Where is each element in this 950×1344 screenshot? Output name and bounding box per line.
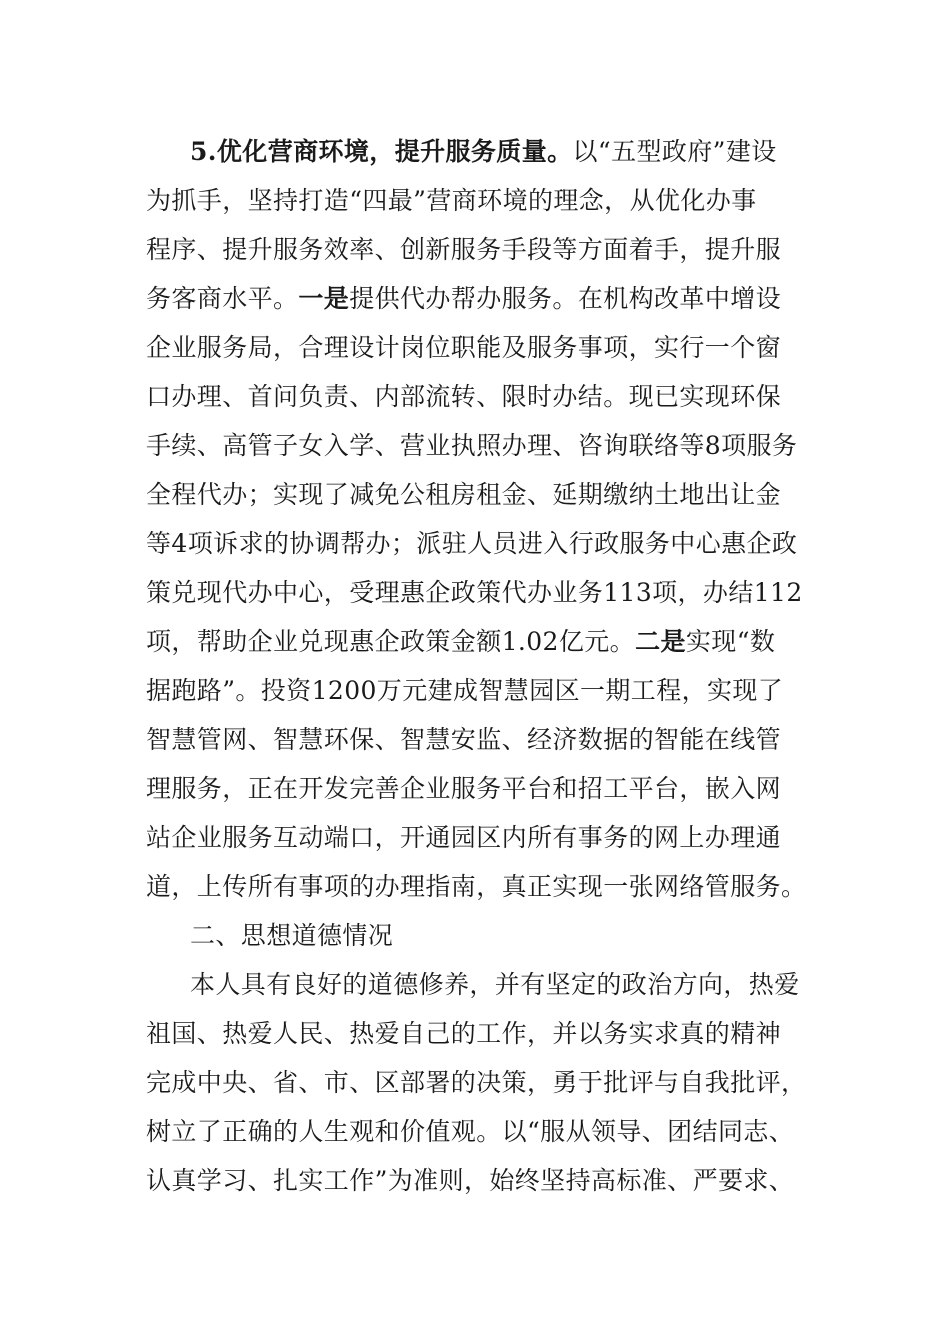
paragraph-line: 智慧管网、智慧环保、智慧安监、经济数据的智能在线管	[146, 725, 782, 754]
paragraph-line: 树立了正确的人生观和价值观。以“服从领导、团结同志、	[146, 1117, 795, 1146]
section-title: 二、思想道德情况	[190, 921, 394, 950]
paragraph-line: 站企业服务互动端口，开通园区内所有事务的网上办理通	[146, 823, 782, 852]
paragraph-line: 据跑路”。投资1200万元建成智慧园区一期工程，实现了	[146, 676, 784, 705]
line-text: 务客商水平。	[146, 284, 299, 313]
line-text: 以“五型政府”建设	[572, 137, 777, 166]
paragraph-line: 道，上传所有事项的办理指南，真正实现一张网络管服务。	[146, 872, 807, 901]
paragraph-line: 企业服务局，合理设计岗位职能及服务事项，实行一个窗	[146, 333, 782, 362]
paragraph-line: 完成中央、省、市、区部署的决策，勇于批评与自我批评，	[146, 1068, 807, 1097]
paragraph-line	[190, 132, 777, 172]
paragraph-line: 等4项诉求的协调帮办；派驻人员进入行政服务中心惠企政	[146, 529, 798, 558]
paragraph-line: 本人具有良好的道德修养，并有坚定的政治方向，热爱	[190, 970, 800, 999]
line-text: 提供代办帮办服务。在机构改革中增设	[349, 284, 782, 313]
paragraph-line: 手续、高管子女入学、营业执照办理、咨询联络等8项服务	[146, 431, 798, 460]
line-text: 实现“数	[685, 627, 776, 656]
paragraph-line: 策兑现代办中心，受理惠企政策代办业务113项，办结112	[146, 578, 803, 607]
paragraph-line: 祖国、热爱人民、热爱自己的工作，并以务实求真的精神	[146, 1019, 782, 1048]
paragraph-line: 口办理、首问负责、内部流转、限时办结。现已实现环保	[146, 382, 782, 411]
paragraph-line	[146, 279, 781, 319]
section-heading: 5.优化营商环境，提升服务质量。	[190, 137, 573, 166]
line-text: 项，帮助企业兑现惠企政策金额1.02亿元。	[146, 627, 636, 656]
paragraph-line: 全程代办；实现了减免公租房租金、延期缴纳土地出让金	[146, 480, 782, 509]
bold-marker: 二是	[635, 627, 686, 656]
paragraph-line: 为抓手，坚持打造“四最”营商环境的理念，从优化办事	[146, 186, 757, 215]
paragraph-line	[146, 622, 775, 662]
paragraph-line: 理服务，正在开发完善企业服务平台和招工平台，嵌入网	[146, 774, 782, 803]
paragraph-line: 程序、提升服务效率、创新服务手段等方面着手，提升服	[146, 235, 782, 264]
paragraph-line: 认真学习、扎实工作”为准则，始终坚持高标准、严要求、	[146, 1166, 795, 1195]
bold-marker: 一是	[298, 284, 350, 313]
